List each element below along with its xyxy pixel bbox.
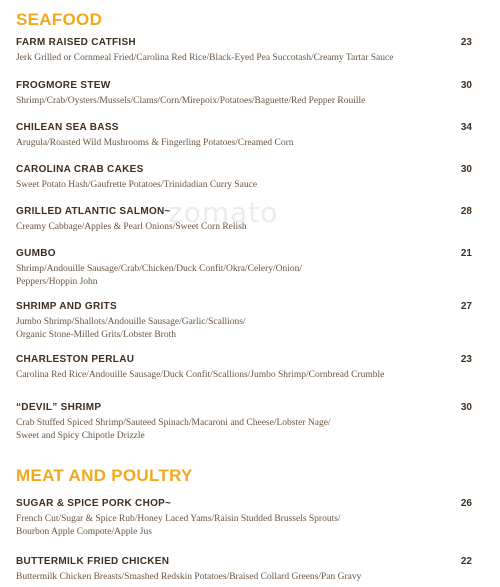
item-price: 23: [460, 37, 472, 48]
item-description: Jerk Grilled or Cornmeal Fried/Carolina Red Rice/Black-Eyed Pea Succotash/Creamy Tartar Sauce: [16, 53, 394, 63]
menu-item-frogmore-stew: [16, 80, 472, 108]
item-description: Jumbo Shrimp/Shallots/Andouille Sausage/Garlic/Scallions/ Organic Stone-Milled Grits/Lobster Broth: [16, 317, 246, 340]
item-price: 30: [460, 164, 472, 175]
item-price: 21: [460, 248, 472, 259]
item-name: FARM RAISED CATFISH: [16, 37, 136, 48]
section-title-seafood: SEAFOOD: [16, 10, 103, 29]
item-price: 22: [460, 556, 472, 567]
item-price: 30: [460, 80, 472, 91]
item-name: GRILLED ATLANTIC SALMON~: [16, 206, 171, 217]
menu-item-grilled-atlantic-salmon: [16, 206, 472, 234]
item-price: 28: [460, 206, 472, 217]
menu-item-buttermilk-fried-chicken: [16, 556, 472, 584]
section-title-meat-and-poultry: MEAT AND POULTRY: [16, 466, 193, 485]
menu-item-carolina-crab-cakes: [16, 164, 472, 192]
item-name: CHILEAN SEA BASS: [16, 122, 119, 133]
item-name: SHRIMP AND GRITS: [16, 301, 117, 312]
menu-item-shrimp-and-grits: [16, 301, 472, 341]
item-description: Carolina Red Rice/Andouille Sausage/Duck Confit/Scallions/Jumbo Shrimp/Cornbread Crumble: [16, 370, 385, 380]
item-description: Sweet Potato Hash/Gaufrette Potatoes/Trinidadian Curry Sauce: [16, 180, 258, 190]
item-name: GUMBO: [16, 248, 56, 259]
item-name: FROGMORE STEW: [16, 80, 111, 91]
menu-item-charleston-perlau: [16, 354, 472, 382]
menu-item-farm-raised-catfish: [16, 37, 472, 65]
item-price: 26: [460, 498, 472, 509]
item-price: 23: [460, 354, 472, 365]
item-description: Arugula/Roasted Wild Mushrooms & Fingerling Potatoes/Creamed Corn: [16, 138, 294, 148]
menu-item-devil-shrimp: [16, 402, 472, 442]
item-price: 34: [460, 122, 472, 133]
item-price: 30: [460, 402, 472, 413]
zomato-watermark: zomato: [168, 196, 279, 229]
item-description: French Cut/Sugar & Spice Rub/Honey Laced Yams/Raisin Studded Brussels Sprouts/ Bourbon Apple Compote/Apple Jus: [16, 514, 341, 537]
item-description: Buttermilk Chicken Breasts/Smashed Redskin Potatoes/Braised Collard Greens/Pan Gravy: [16, 572, 362, 582]
item-description: Crab Stuffed Spiced Shrimp/Sauteed Spinach/Macaroni and Cheese/Lobster Nage/ Sweet and Spicy Chipotle Drizzle: [16, 418, 331, 441]
item-name: “DEVIL” SHRIMP: [16, 402, 102, 413]
item-description: Creamy Cabbage/Apples & Pearl Onions/Sweet Corn Relish: [16, 222, 247, 232]
item-name: CHARLESTON PERLAU: [16, 354, 135, 365]
menu-item-chilean-sea-bass: [16, 122, 472, 150]
item-name: BUTTERMILK FRIED CHICKEN: [16, 556, 170, 567]
item-name: CAROLINA CRAB CAKES: [16, 164, 144, 175]
menu-item-gumbo: [16, 248, 472, 288]
menu-item-sugar-spice-pork-chop: [16, 498, 472, 538]
item-price: 27: [460, 301, 472, 312]
item-description: Shrimp/Andouille Sausage/Crab/Chicken/Duck Confit/Okra/Celery/Onion/ Peppers/Hoppin John: [16, 264, 303, 287]
item-name: SUGAR & SPICE PORK CHOP~: [16, 498, 172, 509]
item-description: Shrimp/Crab/Oysters/Mussels/Clams/Corn/Mirepoix/Potatoes/Baguette/Red Pepper Rouille: [16, 96, 366, 106]
